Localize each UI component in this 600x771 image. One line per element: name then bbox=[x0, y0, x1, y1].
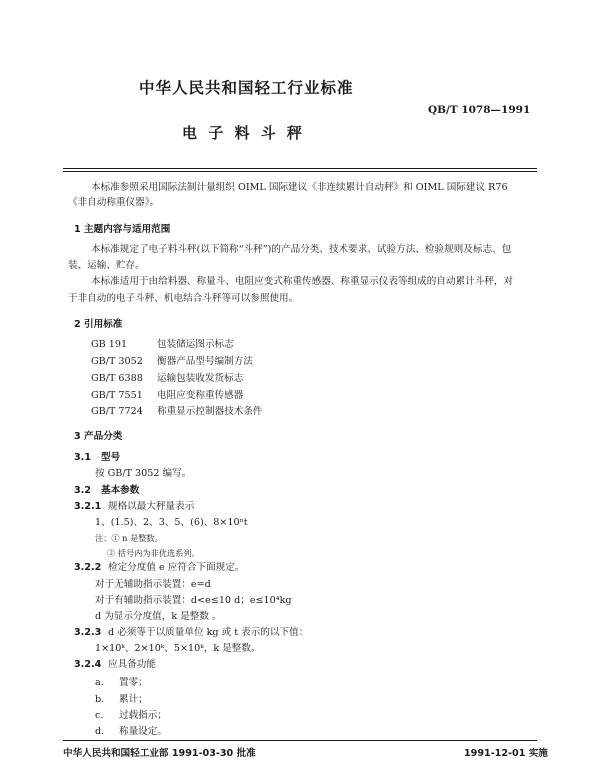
section-1-heading: 1 主题内容与适用范围 bbox=[74, 224, 171, 235]
reference-code: GB/T 7724 bbox=[91, 406, 143, 417]
reference-code: GB/T 7551 bbox=[91, 390, 143, 401]
reference-code: GB/T 6388 bbox=[91, 373, 143, 384]
list-marker: c. bbox=[95, 710, 104, 721]
list-marker: a. bbox=[95, 677, 104, 688]
section-3-heading: 3 产品分类 bbox=[74, 431, 123, 442]
clause-3-1-title: 型号 bbox=[101, 452, 121, 463]
clause-3-2-3-number: 3.2.3 bbox=[74, 627, 102, 638]
reference-title: 电阻应变称重传感器 bbox=[157, 390, 244, 401]
reference-item bbox=[91, 373, 243, 385]
standard-number: QB/T 1078—1991 bbox=[428, 104, 531, 116]
unit-values-series: 1×10ᵏ、2×10ᵏ、5×10ᵏ，k 是整数。 bbox=[95, 643, 261, 654]
clause-3-2-4-title: 应具备功能 bbox=[108, 659, 156, 670]
clause-3-2-2-line-3: d 为显示分度值，k 是整数 。 bbox=[95, 611, 222, 622]
note-1 bbox=[95, 533, 163, 543]
clause-3-2-3-title: d 必须等于以质量单位 kg 或 t 表示的以下值： bbox=[108, 627, 309, 638]
list-marker: d. bbox=[95, 726, 105, 737]
function-text: 称量设定。 bbox=[119, 726, 167, 737]
intro-paragraph-line-1: 本标准参照采用国际法制计量组织 OIML 国际建议《非连续累计自动秤》和 OIML 国际建议 R76 bbox=[91, 182, 508, 193]
document-title: 电 子 料 斗 秤 bbox=[182, 124, 302, 142]
reference-code: GB/T 3052 bbox=[91, 356, 143, 367]
clause-3-2-2-line-2: 对于有辅助指示装置：d<e≤10 d；e≤10⁴kg bbox=[95, 595, 292, 606]
reference-title: 运输包装收发货标志 bbox=[157, 373, 244, 384]
intro-paragraph-line-2: 《非自动称重仪器》。 bbox=[68, 197, 160, 208]
clause-3-2-number: 3.2 bbox=[74, 485, 91, 496]
function-item bbox=[95, 694, 148, 706]
clause-3-2-4-number: 3.2.4 bbox=[74, 659, 102, 670]
section-2-heading: 2 引用标准 bbox=[74, 319, 123, 330]
reference-title: 称重显示控制器技术条件 bbox=[157, 406, 263, 417]
function-item bbox=[95, 710, 167, 722]
reference-title: 衡器产品型号编制方法 bbox=[157, 356, 253, 367]
function-item bbox=[95, 677, 148, 689]
function-item bbox=[95, 726, 167, 738]
reference-title: 包装储运图示标志 bbox=[157, 339, 234, 350]
clause-3-2-2-line-1: 对于无辅助指示装置：e=d bbox=[95, 579, 211, 590]
reference-code: GB 191 bbox=[91, 339, 128, 350]
function-text: 累计； bbox=[119, 694, 148, 705]
reference-item bbox=[91, 356, 253, 368]
clause-3-2-2-number: 3.2.2 bbox=[74, 562, 102, 573]
reference-item bbox=[91, 406, 263, 418]
clause-3-1-body: 按 GB/T 3052 编写。 bbox=[95, 468, 192, 479]
clause-3-2-1-number: 3.2.1 bbox=[74, 501, 102, 512]
note-1-text: ① n 是整数。 bbox=[111, 533, 163, 543]
effective-date: 1991-12-01 实施 bbox=[464, 748, 548, 759]
section-1-paragraph-1-line-2: 装、运输、贮存。 bbox=[68, 260, 145, 271]
issuing-authority-title: 中华人民共和国轻工行业标准 bbox=[139, 79, 354, 97]
reference-item bbox=[91, 390, 243, 402]
header-rule-top bbox=[63, 168, 537, 169]
footer-rule bbox=[63, 740, 537, 741]
clause-3-2-title: 基本参数 bbox=[101, 485, 140, 496]
note-label: 注： bbox=[95, 533, 112, 543]
clause-3-2-1-title: 规格以最大秤量表示 bbox=[108, 501, 195, 512]
header-rule-bottom bbox=[63, 171, 537, 172]
clause-3-2-2-title: 检定分度值 e 应符合下面规定。 bbox=[108, 562, 245, 573]
list-marker: b. bbox=[95, 694, 105, 705]
section-1-paragraph-2-line-2: 于非自动的电子斗秤、机电结合斗秤等可以参照使用。 bbox=[68, 293, 299, 304]
capacity-series: 1、(1.5)、2、3、5、(6)、8×10ⁿt bbox=[95, 517, 248, 528]
section-1-paragraph-1-line-1: 本标准规定了电子料斗秤(以下简称“斗秤”)的产品分类、技术要求、试验方法、检验规则及标志、包 bbox=[91, 244, 512, 255]
note-2: ② 括号内为非优选系列。 bbox=[107, 548, 200, 558]
reference-item bbox=[91, 339, 234, 351]
section-1-paragraph-2-line-1: 本标准适用于由给料器、称量斗、电阻应变式称重传感器、称重显示仪表等组成的自动累计斗秤，对 bbox=[91, 276, 514, 287]
function-text: 置零； bbox=[119, 677, 148, 688]
approval-statement: 中华人民共和国轻工业部 1991-03-30 批准 bbox=[63, 748, 256, 759]
clause-3-1-number: 3.1 bbox=[74, 452, 91, 463]
function-text: 过载指示； bbox=[119, 710, 167, 721]
